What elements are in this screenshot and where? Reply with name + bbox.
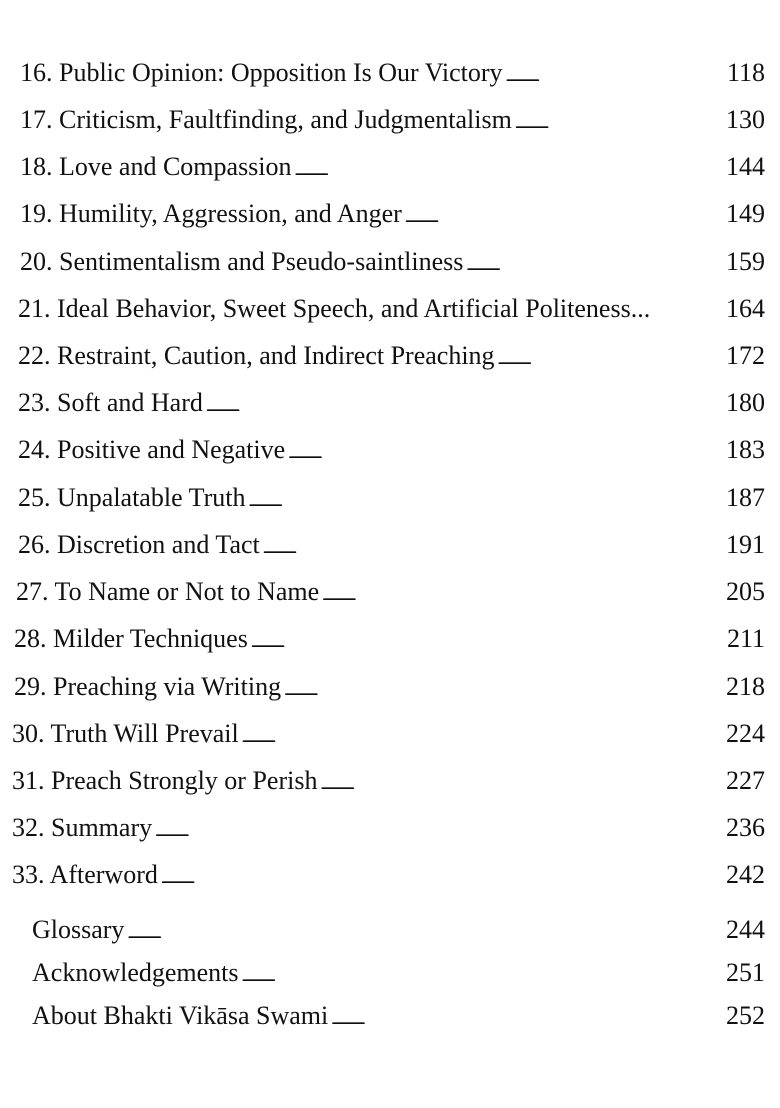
dot-leader: [242, 956, 705, 990]
toc-entry[interactable]: [18, 386, 765, 420]
dot-leader: [127, 913, 705, 947]
toc-entry-title: 25. Unpalatable Truth: [18, 483, 246, 512]
toc-entry[interactable]: [20, 245, 765, 279]
toc-entry-page: 236: [726, 813, 765, 842]
toc-entry[interactable]: [20, 103, 765, 137]
toc-entry-page: 244: [726, 915, 765, 944]
toc-entry[interactable]: [12, 811, 765, 845]
toc-entry[interactable]: [12, 858, 765, 892]
toc-entry-title: 28. Milder Techniques: [14, 624, 248, 653]
toc-entry[interactable]: [14, 670, 765, 704]
dot-leader: [251, 622, 705, 656]
toc-entry-title: Acknowledgements: [32, 958, 239, 987]
toc-entry[interactable]: [18, 433, 765, 467]
dot-leader: [263, 528, 705, 562]
toc-entry[interactable]: [18, 481, 765, 515]
dot-leader: [295, 150, 705, 184]
dot-leader: [242, 717, 705, 751]
toc-entry-page: 187: [726, 483, 765, 512]
toc-entry-page: 130: [726, 105, 765, 134]
toc-entry[interactable]: [12, 764, 765, 798]
toc-entry[interactable]: [12, 717, 765, 751]
toc-entry[interactable]: [20, 150, 765, 184]
toc-entry-title: 19. Humility, Aggression, and Anger: [20, 199, 402, 228]
toc-entry-title: 29. Preaching via Writing: [14, 672, 282, 701]
toc-entry-page: 218: [726, 672, 765, 701]
toc-entry-title: 26. Discretion and Tact: [18, 530, 260, 559]
toc-entry-page: 149: [726, 199, 765, 228]
toc-entry-title: 32. Summary: [12, 813, 153, 842]
dot-leader: [288, 433, 705, 467]
dot-leader: [498, 339, 705, 373]
toc-entry-title: 17. Criticism, Faultfinding, and Judgmentalism: [20, 105, 512, 134]
toc-entry-page: 252: [726, 1001, 765, 1030]
toc-entry[interactable]: [32, 956, 765, 990]
toc-entry[interactable]: [14, 622, 765, 656]
dot-leader: [322, 575, 705, 609]
toc-entry[interactable]: [16, 575, 765, 609]
toc-entry-page: 172: [726, 341, 765, 370]
toc-entry-page: 191: [726, 530, 765, 559]
dot-leader: [331, 999, 705, 1033]
dot-leader: [515, 103, 705, 137]
toc-entry-page: 118: [726, 58, 765, 87]
dot-leader: [206, 386, 705, 420]
toc-entry-title: 27. To Name or Not to Name: [16, 577, 320, 606]
toc-entry-title: 24. Positive and Negative: [18, 435, 286, 464]
toc-entry-title: 20. Sentimentalism and Pseudo-saintliness: [20, 247, 464, 276]
toc-entry-title: 16. Public Opinion: Opposition Is Our Victory: [20, 58, 503, 87]
toc-entry-page: 205: [726, 577, 765, 606]
dot-leader: [405, 197, 705, 231]
toc-entry-page: 164: [726, 294, 765, 323]
toc-entry[interactable]: [20, 56, 765, 90]
toc-entry[interactable]: [18, 292, 765, 326]
toc-entry-page: 183: [726, 435, 765, 464]
toc-entry[interactable]: [32, 913, 765, 947]
dot-leader: [466, 245, 705, 279]
toc-entry-title: 18. Love and Compassion: [20, 152, 292, 181]
toc-entry-page: 251: [726, 958, 765, 987]
dot-leader: [506, 56, 705, 90]
toc-entry-title: 33. Afterword: [12, 860, 158, 889]
toc-entry-page: 144: [726, 152, 765, 181]
dot-leader: [284, 670, 705, 704]
toc-entry-title: 23. Soft and Hard: [18, 388, 203, 417]
dot-leader: [320, 764, 705, 798]
toc-entry[interactable]: [18, 339, 765, 373]
toc-entry-title: 21. Ideal Behavior, Sweet Speech, and Artificial Politeness...: [18, 294, 651, 323]
toc-entry-page: 159: [726, 247, 765, 276]
toc-entry-title: Glossary: [32, 915, 125, 944]
toc-entry-page: 211: [726, 624, 765, 653]
toc-entry-title: 22. Restraint, Caution, and Indirect Preaching: [18, 341, 495, 370]
toc-entry-page: 227: [726, 766, 765, 795]
dot-leader: [155, 811, 705, 845]
dot-leader: [161, 858, 705, 892]
toc-entry-title: 30. Truth Will Prevail: [12, 719, 239, 748]
toc-entry[interactable]: [18, 528, 765, 562]
toc-entry[interactable]: [32, 999, 765, 1033]
toc-entry-title: 31. Preach Strongly or Perish: [12, 766, 318, 795]
toc-entry-title: About Bhakti Vikāsa Swami: [32, 1001, 329, 1030]
toc-entry[interactable]: [20, 197, 765, 231]
dot-leader: [249, 481, 706, 515]
toc-entry-page: 242: [726, 860, 765, 889]
toc-entry-page: 224: [726, 719, 765, 748]
toc-entry-page: 180: [726, 388, 765, 417]
